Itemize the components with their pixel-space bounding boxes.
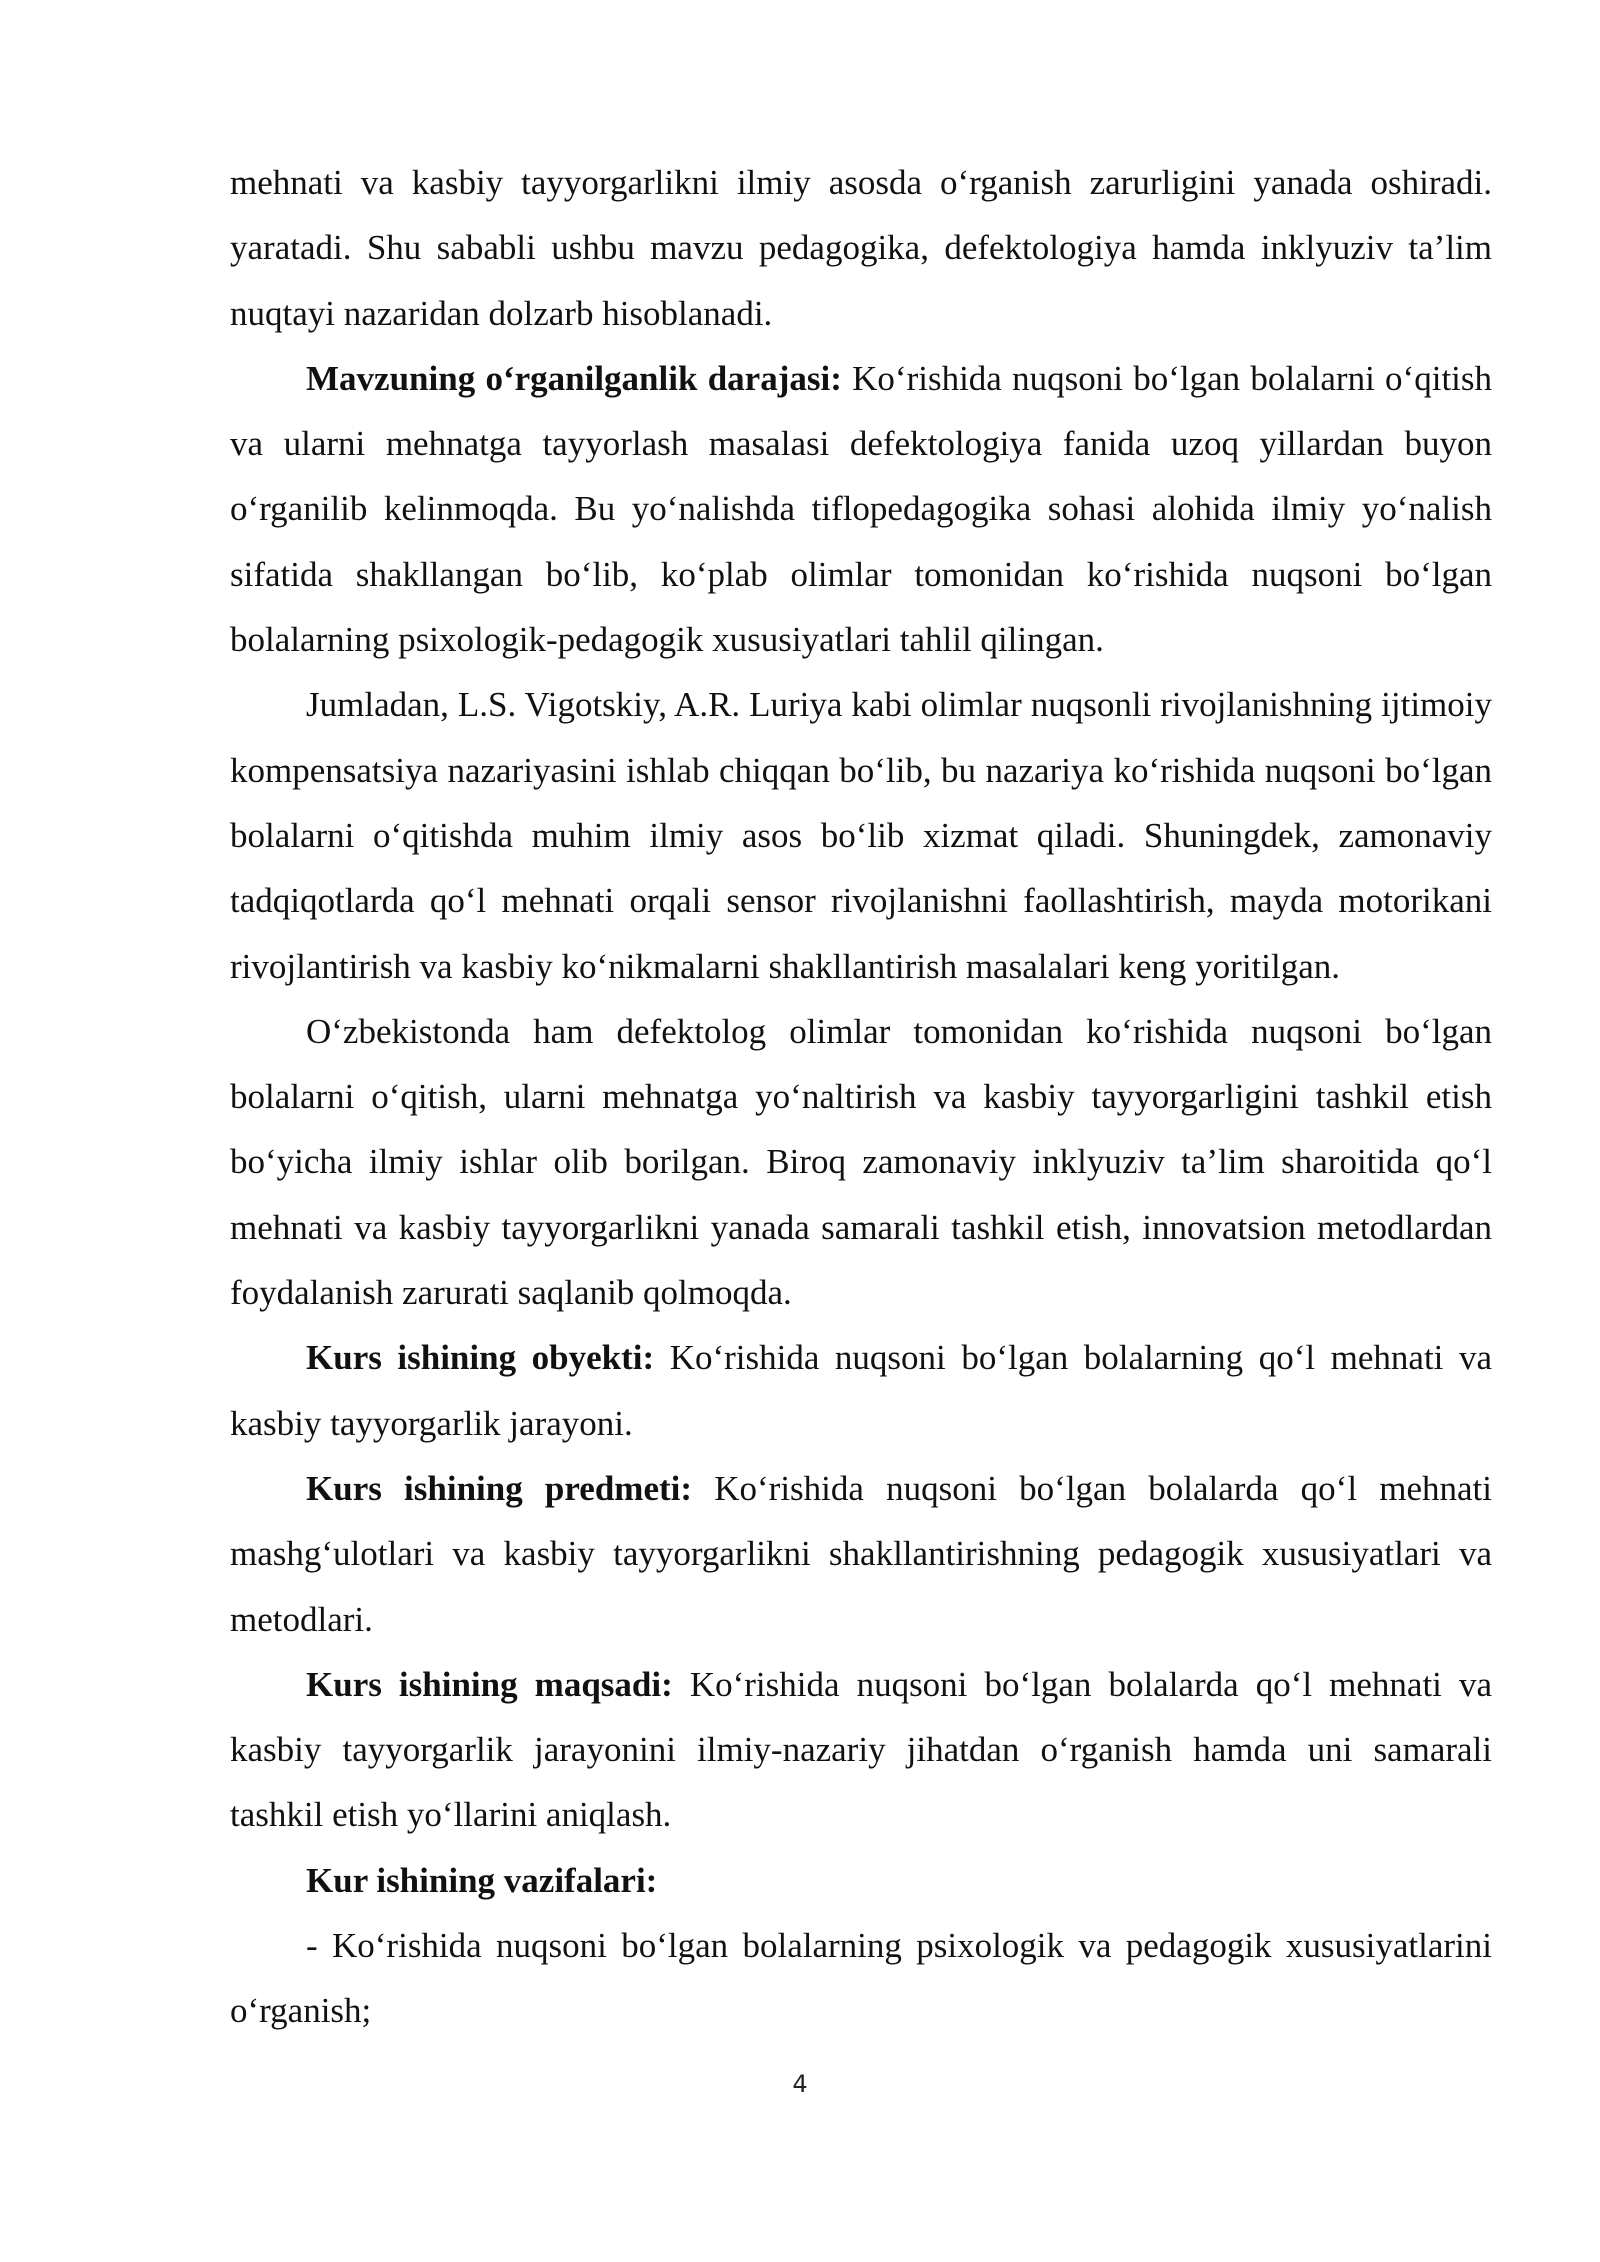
paragraph-vigotskiy: Jumladan, L.S. Vigotskiy, A.R. Luriya kabi olimlar nuqsonli rivojlanishning ijtimoiy kompensatsiya nazariyasini ishlab chiqqan bo‘lib, bu nazariya ko‘rishida nuqsoni bo‘lgan bolalarni o‘qitishda muhim ilmiy asos bo‘lib xizmat qiladi. Shuningdek, zamonaviy tadqiqotlarda qo‘l mehnati orqali sensor rivojlanishni faollashtirish, mayda motorikani rivojlantirish va kasbiy ko‘nikmalarni shakllantirish masalalari keng yoritilgan. — [230, 685, 1492, 986]
paragraph-intro-continuation: mehnati va kasbiy tayyorgarlikni ilmiy asosda o‘rganish zarurligini yanada oshiradi. yaratadi. Shu sababli ushbu mavzu pedagogika, defektologiya hamda inklyuziv ta’lim nuqtayi nazaridan dolzarb hisoblanadi. — [230, 163, 1492, 333]
tasks-label: Kur ishining vazifalari: — [306, 1860, 658, 1900]
page-number: 4 — [792, 2070, 808, 2098]
paragraph-uzbekistan: O‘zbekistonda ham defektolog olimlar tomonidan ko‘rishida nuqsoni bo‘lgan bolalarni o‘qitish, ularni mehnatga yo‘naltirish va kasbiy tayyorgarligini tashkil etish bo‘yicha ilmiy ishlar olib borilgan. Biroq zamonaviy inklyuziv ta’lim sharoitida qo‘l mehnati va kasbiy tayyorgarlikni yanada samarali tashkil etish, innovatsion metodlardan foydalanish zarurati saqlanib qolmoqda. — [230, 1011, 1492, 1313]
paragraph-goal — [230, 1652, 1492, 1848]
goal-text: Ko‘rishida nuqsoni bo‘lgan bolalarda qo‘l mehnati va kasbiy tayyorgarlik jarayonini ilmiy-nazariy jihatdan o‘rganish hamda uni samarali tashkil etish yo‘llarini aniqlash. — [230, 1664, 1492, 1835]
study-degree-label: Mavzuning o‘rganilganlik darajasi: — [306, 358, 842, 398]
paragraph-tasks-heading — [230, 1848, 1492, 1913]
paragraph-subject — [230, 1456, 1492, 1652]
object-text: Ko‘rishida nuqsoni bo‘lgan bolalarning qo‘l mehnati va kasbiy tayyorgarlik jarayoni. — [230, 1338, 1492, 1443]
subject-label: Kurs ishining predmeti: — [306, 1468, 693, 1508]
goal-label: Kurs ishining maqsadi: — [306, 1664, 673, 1704]
task-list-item: - Ko‘rishida nuqsoni bo‘lgan bolalarning psixologik va pedagogik xususiyatlarini o‘rganish; — [230, 1926, 1492, 2031]
paragraph-object — [230, 1325, 1492, 1456]
study-degree-text: Ko‘rishida nuqsoni bo‘lgan bolalarni o‘qitish va ularni mehnatga tayyorlash masalasi defektologiya fanida uzoq yillardan buyon o‘rganilib kelinmoqda. Bu yo‘nalishda tiflopedagogika sohasi alohida ilmiy yo‘nalish sifatida shakllangan bo‘lib, ko‘plab olimlar tomonidan ko‘rishida nuqsoni bo‘lgan bolalarning psixologik-pedagogik xususiyatlari tahlil qilingan. — [230, 358, 1493, 660]
paragraph-study-degree — [230, 346, 1492, 672]
object-label: Kurs ishining obyekti: — [306, 1338, 655, 1378]
document-page — [230, 150, 1492, 2044]
subject-text: Ko‘rishida nuqsoni bo‘lgan bolalarda qo‘l mehnati mashg‘ulotlari va kasbiy tayyorgarlikni shakllantirishning pedagogik xususiyatlari va metodlari. — [230, 1468, 1492, 1639]
